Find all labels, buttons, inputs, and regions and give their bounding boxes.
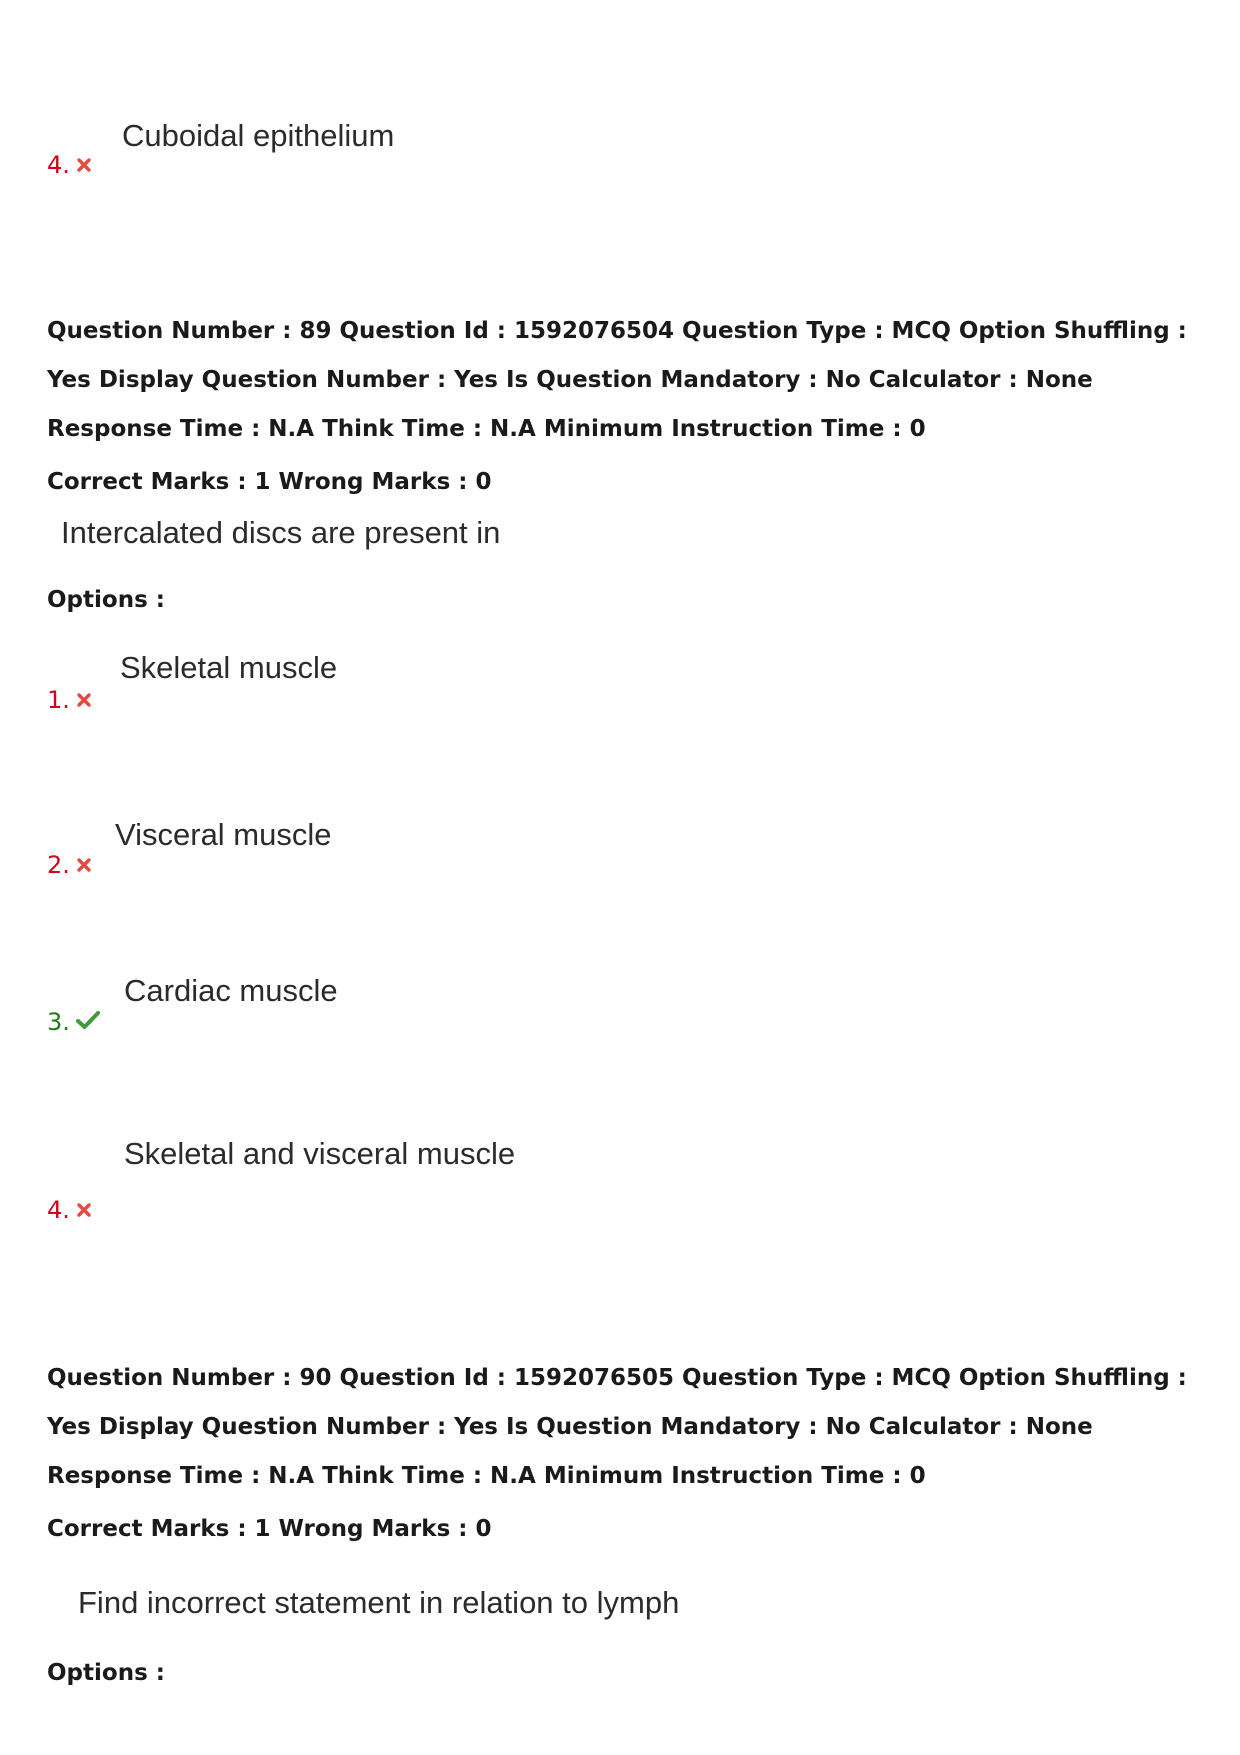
q89-option-4-text: Skeletal and visceral muscle <box>124 1136 516 1171</box>
option-4-text: Cuboidal epithelium <box>122 118 395 153</box>
q89-option-4-number <box>47 1196 92 1224</box>
question-89-text: Intercalated discs are present in <box>61 515 501 550</box>
option-number-label: 2. <box>47 851 70 879</box>
q89-option-2-number <box>47 851 92 879</box>
wrong-cross-icon <box>76 151 92 179</box>
option-number-label: 1. <box>47 686 70 714</box>
option-4-number <box>47 151 92 179</box>
q89-option-3-text: Cardiac muscle <box>124 973 338 1008</box>
option-number-label: 4. <box>47 1196 70 1224</box>
question-89-options-label: Options : <box>47 587 165 613</box>
wrong-cross-icon <box>76 851 92 879</box>
question-89-meta: Question Number : 89 Question Id : 1592076504 Question Type : MCQ Option Shuffling : Yes Display Question Number : Yes Is Question Mandatory : No Calculator : None Response Time : N.A Think Time : N.A Minimum Instruction Time : 0 <box>47 318 1187 442</box>
question-89-marks: Correct Marks : 1 Wrong Marks : 0 <box>47 469 492 495</box>
q89-option-1-text: Skeletal muscle <box>120 650 338 685</box>
q89-option-2-text: Visceral muscle <box>115 817 332 852</box>
question-90-text: Find incorrect statement in relation to lymph <box>78 1585 680 1620</box>
option-number-label: 3. <box>47 1008 70 1036</box>
wrong-cross-icon <box>76 686 92 714</box>
correct-check-icon <box>76 1008 100 1036</box>
option-number-label: 4. <box>47 151 70 179</box>
question-90-meta: Question Number : 90 Question Id : 1592076505 Question Type : MCQ Option Shuffling : Yes Display Question Number : Yes Is Question Mandatory : No Calculator : None Response Time : N.A Think Time : N.A Minimum Instruction Time : 0 <box>47 1365 1187 1489</box>
question-90-marks: Correct Marks : 1 Wrong Marks : 0 <box>47 1516 492 1542</box>
wrong-cross-icon <box>76 1196 92 1224</box>
question-90-options-label: Options : <box>47 1660 165 1686</box>
q89-option-3-number <box>47 1008 100 1036</box>
q89-option-1-number <box>47 686 92 714</box>
